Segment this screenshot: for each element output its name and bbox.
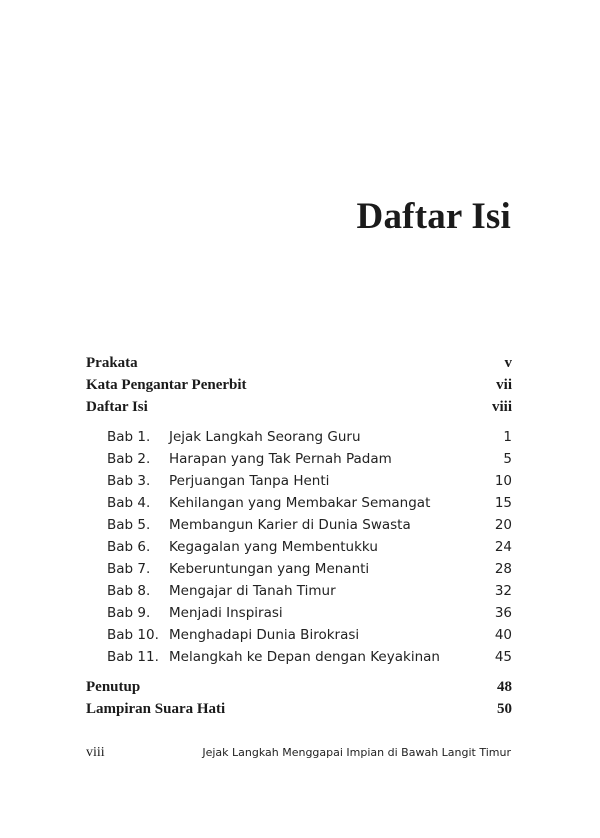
chapter-page: 36	[494, 605, 512, 621]
chapter-number: Bab 4.	[107, 495, 151, 511]
chapter-number: Bab 6.	[107, 539, 151, 555]
chapter-entry	[86, 470, 512, 492]
chapter-title: Keberuntungan yang Menanti	[169, 561, 370, 577]
toc-entry-page: 50	[497, 701, 512, 717]
chapter-entry	[86, 624, 512, 646]
chapter-page: 24	[494, 539, 512, 555]
chapter-entry	[86, 558, 512, 580]
chapter-entry	[86, 536, 512, 558]
chapter-entry	[86, 646, 512, 668]
chapter-title: Melangkah ke Depan dengan Keyakinan	[169, 649, 440, 665]
chapter-title: Kegagalan yang Membentukku	[169, 539, 378, 555]
chapter-title: Perjuangan Tanpa Henti	[169, 473, 330, 489]
chapter-title: Jejak Langkah Seorang Guru	[169, 429, 361, 445]
toc-entry-page: 48	[497, 679, 512, 695]
chapter-entry	[86, 448, 512, 470]
chapter-page: 10	[494, 473, 512, 489]
chapter-page: 28	[494, 561, 512, 577]
toc-entry-label: Daftar Isi	[86, 399, 148, 415]
chapter-number: Bab 10.	[107, 627, 159, 643]
chapter-page: 45	[494, 649, 512, 665]
chapter-entry	[86, 492, 512, 514]
chapter-number: Bab 7.	[107, 561, 151, 577]
running-title: Jejak Langkah Menggapai Impian di Bawah Langit Timur	[202, 746, 511, 759]
chapter-title: Menghadapi Dunia Birokrasi	[169, 627, 360, 643]
toc-entry-label: Prakata	[86, 355, 138, 371]
toc-entry-lampiran	[86, 698, 512, 720]
chapter-page: 32	[494, 583, 512, 599]
page-number: viii	[86, 745, 105, 760]
page-title: Daftar Isi	[356, 196, 511, 237]
table-of-contents	[86, 352, 512, 720]
toc-entry-penutup	[86, 676, 512, 698]
chapter-number: Bab 3.	[107, 473, 151, 489]
chapter-page: 1	[503, 429, 512, 445]
chapter-title: Kehilangan yang Membakar Semangat	[169, 495, 431, 511]
toc-entry-page: viii	[491, 399, 512, 415]
chapter-number: Bab 11.	[107, 649, 159, 665]
chapter-list	[86, 426, 512, 668]
toc-entry-label: Penutup	[86, 679, 141, 695]
chapter-title: Mengajar di Tanah Timur	[169, 583, 336, 599]
chapter-title: Harapan yang Tak Pernah Padam	[169, 451, 392, 467]
front-matter-list	[86, 352, 512, 418]
chapter-number: Bab 5.	[107, 517, 151, 533]
toc-entry-page: v	[504, 355, 512, 371]
chapter-page: 5	[503, 451, 512, 467]
page-footer	[86, 745, 511, 761]
chapter-entry	[86, 514, 512, 536]
chapter-entry	[86, 426, 512, 448]
chapter-entry	[86, 580, 512, 602]
chapter-page: 15	[494, 495, 512, 511]
toc-entry-label: Lampiran Suara Hati	[86, 701, 226, 717]
toc-entry-prakata	[86, 352, 512, 374]
chapter-number: Bab 8.	[107, 583, 151, 599]
toc-entry-kata-pengantar	[86, 374, 512, 396]
chapter-title: Membangun Karier di Dunia Swasta	[169, 517, 411, 533]
chapter-page: 40	[494, 627, 512, 643]
toc-entry-daftar-isi	[86, 396, 512, 418]
back-matter-list	[86, 676, 512, 720]
chapter-page: 20	[494, 517, 512, 533]
chapter-number: Bab 1.	[107, 429, 151, 445]
toc-entry-label: Kata Pengantar Penerbit	[86, 377, 247, 393]
chapter-title: Menjadi Inspirasi	[169, 605, 283, 621]
chapter-number: Bab 2.	[107, 451, 151, 467]
toc-entry-page: vii	[496, 377, 512, 393]
chapter-number: Bab 9.	[107, 605, 151, 621]
chapter-entry	[86, 602, 512, 624]
